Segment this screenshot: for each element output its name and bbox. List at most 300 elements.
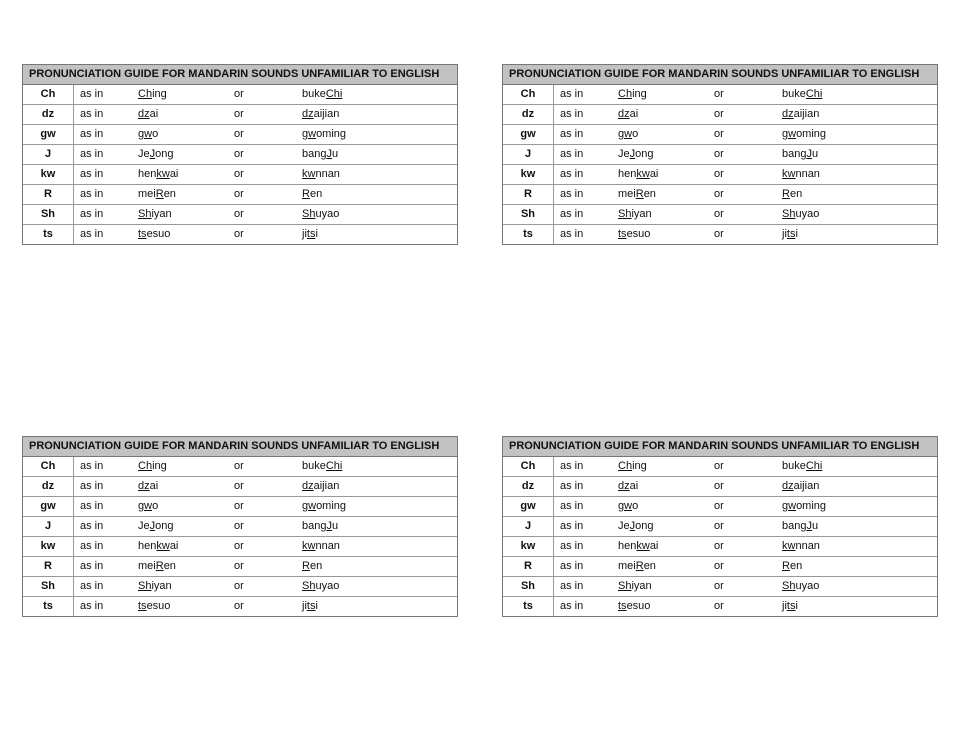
example-two [302, 517, 457, 536]
table-row [503, 125, 937, 145]
example-text: ai [629, 480, 639, 492]
sound-label: ts [23, 225, 74, 244]
example-text: mei [618, 560, 636, 572]
or-label: or [234, 148, 244, 160]
sound-label: R [503, 557, 554, 576]
or-label: or [714, 128, 724, 140]
example-two [302, 205, 457, 224]
highlighted-sound: kw [156, 540, 170, 552]
sound-label: gw [23, 497, 74, 516]
example-one [138, 145, 234, 164]
card-title: PRONUNCIATION GUIDE FOR MANDARIN SOUNDS UNFAMILIAR TO ENGLISH [23, 437, 457, 457]
example-one [618, 597, 714, 616]
example-text: buke [302, 88, 326, 100]
example-text: en [309, 560, 323, 572]
example-two [302, 85, 457, 104]
example-one [138, 577, 234, 596]
example-text: uyao [315, 580, 340, 592]
example-text: oming [796, 128, 827, 140]
example-text: ai [169, 168, 179, 180]
example-text: u [331, 520, 339, 532]
table-row [23, 577, 457, 597]
example-text: o [152, 128, 159, 140]
sound-label: J [23, 145, 74, 164]
example-text: iyan [151, 208, 172, 220]
example-one [618, 517, 714, 536]
example-text: oming [316, 128, 347, 140]
highlighted-sound: gw [138, 128, 153, 140]
example-one [618, 577, 714, 596]
sound-label: Sh [23, 205, 74, 224]
or-label: or [714, 108, 724, 120]
highlighted-sound: Sh [302, 580, 316, 592]
example-one [618, 497, 714, 516]
example-two [782, 125, 937, 144]
table-row [23, 145, 457, 165]
or-label: or [234, 88, 244, 100]
example-text: ai [649, 168, 659, 180]
example-text: aijian [313, 108, 340, 120]
table-row [503, 457, 937, 477]
or-label: or [714, 460, 724, 472]
highlighted-sound: ts [138, 228, 147, 240]
highlighted-sound: Sh [618, 580, 632, 592]
highlighted-sound: gw [302, 500, 317, 512]
example-two [302, 497, 457, 516]
example-text: iyan [631, 580, 652, 592]
sound-label: J [23, 517, 74, 536]
highlighted-sound: R [782, 560, 790, 572]
highlighted-sound: gw [618, 500, 633, 512]
table-row [23, 557, 457, 577]
example-text: bang [782, 520, 807, 532]
as-in-label: as in [80, 500, 104, 512]
highlighted-sound: gw [302, 128, 317, 140]
example-two [782, 205, 937, 224]
example-two [782, 225, 937, 244]
highlighted-sound: Sh [138, 208, 152, 220]
example-text: ong [635, 148, 654, 160]
sound-label: kw [23, 537, 74, 556]
example-two [782, 577, 937, 596]
example-text: en [309, 188, 323, 200]
as-in-label: as in [560, 560, 584, 572]
or-label: or [234, 208, 244, 220]
table-row [23, 185, 457, 205]
example-text: ing [632, 88, 647, 100]
table-row [23, 517, 457, 537]
or-label: or [714, 88, 724, 100]
sound-label: Sh [23, 577, 74, 596]
table-row [503, 225, 937, 244]
highlighted-sound: dz [618, 480, 630, 492]
example-two [782, 517, 937, 536]
or-label: or [714, 500, 724, 512]
example-text: i [795, 600, 798, 612]
as-in-label: as in [80, 108, 104, 120]
example-text: oming [796, 500, 827, 512]
example-two [302, 185, 457, 204]
example-text: ong [635, 520, 654, 532]
highlighted-sound: R [302, 560, 310, 572]
as-in-label: as in [80, 188, 104, 200]
example-two [302, 165, 457, 184]
highlighted-sound: R [155, 188, 164, 200]
highlighted-sound: J [629, 148, 636, 160]
example-text: buke [302, 460, 326, 472]
table-row [503, 105, 937, 125]
example-text: ong [155, 520, 174, 532]
highlighted-sound: Sh [138, 580, 152, 592]
highlighted-sound: ts [618, 228, 627, 240]
example-text: i [315, 600, 318, 612]
sound-label: ts [503, 597, 554, 616]
sound-label: J [503, 145, 554, 164]
example-text: Je [138, 148, 150, 160]
example-text: i [795, 228, 798, 240]
as-in-label: as in [80, 128, 104, 140]
example-text: ji [302, 600, 307, 612]
example-text: nnan [315, 540, 340, 552]
table-row [23, 85, 457, 105]
sound-label: gw [23, 125, 74, 144]
example-two [302, 597, 457, 616]
sound-label: Sh [503, 205, 554, 224]
highlighted-sound: ts [618, 600, 627, 612]
table-row [23, 457, 457, 477]
example-text: uyao [795, 580, 820, 592]
example-one [138, 597, 234, 616]
example-text: ai [629, 108, 639, 120]
or-label: or [714, 540, 724, 552]
example-text: hen [618, 540, 637, 552]
highlighted-sound: dz [618, 108, 630, 120]
example-two [782, 597, 937, 616]
example-text: iyan [631, 208, 652, 220]
as-in-label: as in [80, 480, 104, 492]
or-label: or [234, 580, 244, 592]
as-in-label: as in [560, 580, 584, 592]
example-text: uyao [315, 208, 340, 220]
example-text: en [643, 188, 656, 200]
highlighted-sound: Ch [138, 460, 153, 472]
example-text: buke [782, 88, 806, 100]
example-text: nnan [795, 540, 820, 552]
example-text: en [789, 188, 803, 200]
highlighted-sound: J [806, 520, 812, 532]
example-one [138, 457, 234, 476]
as-in-label: as in [80, 460, 104, 472]
example-two [302, 477, 457, 496]
example-text: esuo [626, 228, 651, 240]
example-two [302, 577, 457, 596]
highlighted-sound: Chi [805, 88, 823, 100]
example-one [618, 557, 714, 576]
table-row [503, 557, 937, 577]
highlighted-sound: Sh [618, 208, 632, 220]
as-in-label: as in [80, 228, 104, 240]
as-in-label: as in [80, 88, 104, 100]
example-text: oming [316, 500, 347, 512]
example-text: ai [169, 540, 179, 552]
or-label: or [234, 540, 244, 552]
example-text: ai [149, 108, 159, 120]
example-one [618, 205, 714, 224]
example-text: hen [618, 168, 637, 180]
example-text: buke [782, 460, 806, 472]
or-label: or [234, 228, 244, 240]
example-text: u [811, 520, 819, 532]
highlighted-sound: dz [302, 108, 314, 120]
as-in-label: as in [560, 228, 584, 240]
sound-label: R [23, 557, 74, 576]
highlighted-sound: gw [138, 500, 153, 512]
example-two [302, 145, 457, 164]
highlighted-sound: kw [636, 540, 650, 552]
or-label: or [234, 600, 244, 612]
highlighted-sound: dz [138, 108, 150, 120]
as-in-label: as in [560, 480, 584, 492]
pronunciation-card [22, 436, 458, 617]
or-label: or [714, 560, 724, 572]
example-one [138, 225, 234, 244]
example-text: ing [152, 88, 167, 100]
example-text: en [163, 560, 176, 572]
as-in-label: as in [560, 188, 584, 200]
example-text: uyao [795, 208, 820, 220]
highlighted-sound: dz [138, 480, 150, 492]
example-text: ai [649, 540, 659, 552]
as-in-label: as in [80, 580, 104, 592]
as-in-label: as in [80, 208, 104, 220]
table-row [503, 85, 937, 105]
or-label: or [234, 168, 244, 180]
example-two [782, 185, 937, 204]
example-two [302, 105, 457, 124]
or-label: or [714, 480, 724, 492]
or-label: or [234, 460, 244, 472]
sound-label: gw [503, 497, 554, 516]
highlighted-sound: J [149, 520, 156, 532]
example-text: o [632, 128, 639, 140]
example-one [138, 165, 234, 184]
example-one [618, 537, 714, 556]
pronunciation-card [502, 436, 938, 617]
example-text: ji [782, 228, 787, 240]
table-row [23, 597, 457, 616]
table-row [503, 165, 937, 185]
highlighted-sound: R [635, 560, 644, 572]
highlighted-sound: gw [618, 128, 633, 140]
table-row [23, 105, 457, 125]
table-row [503, 517, 937, 537]
example-text: hen [138, 540, 157, 552]
highlighted-sound: ts [786, 228, 796, 240]
table-row [23, 125, 457, 145]
example-one [618, 105, 714, 124]
sound-label: kw [503, 165, 554, 184]
table-row [23, 165, 457, 185]
example-text: Je [618, 520, 630, 532]
example-text: esuo [146, 228, 171, 240]
example-text: mei [618, 188, 636, 200]
or-label: or [714, 168, 724, 180]
sound-label: R [503, 185, 554, 204]
example-text: en [643, 560, 656, 572]
example-one [138, 537, 234, 556]
as-in-label: as in [80, 600, 104, 612]
example-text: o [152, 500, 159, 512]
or-label: or [714, 600, 724, 612]
example-one [138, 205, 234, 224]
example-two [302, 225, 457, 244]
highlighted-sound: kw [782, 168, 796, 180]
example-text: aijian [313, 480, 340, 492]
table-row [503, 205, 937, 225]
highlighted-sound: Chi [325, 88, 343, 100]
example-one [618, 125, 714, 144]
example-text: hen [138, 168, 157, 180]
example-text: esuo [146, 600, 171, 612]
table-row [503, 537, 937, 557]
as-in-label: as in [560, 208, 584, 220]
example-two [782, 165, 937, 184]
example-text: Je [618, 148, 630, 160]
sound-label: dz [23, 105, 74, 124]
sound-label: dz [503, 477, 554, 496]
example-text: ing [632, 460, 647, 472]
example-two [782, 85, 937, 104]
example-two [302, 125, 457, 144]
example-two [302, 457, 457, 476]
example-text: iyan [151, 580, 172, 592]
table-row [503, 497, 937, 517]
highlighted-sound: kw [302, 168, 316, 180]
highlighted-sound: kw [782, 540, 796, 552]
or-label: or [234, 108, 244, 120]
or-label: or [714, 148, 724, 160]
example-text: en [789, 560, 803, 572]
example-two [782, 105, 937, 124]
or-label: or [714, 228, 724, 240]
as-in-label: as in [560, 600, 584, 612]
example-one [618, 145, 714, 164]
or-label: or [234, 188, 244, 200]
highlighted-sound: J [326, 148, 332, 160]
example-text: ing [152, 460, 167, 472]
example-text: en [163, 188, 176, 200]
as-in-label: as in [560, 520, 584, 532]
sound-label: kw [23, 165, 74, 184]
example-one [138, 497, 234, 516]
example-one [138, 105, 234, 124]
example-text: ji [782, 600, 787, 612]
highlighted-sound: R [782, 188, 790, 200]
highlighted-sound: Sh [782, 580, 796, 592]
example-text: ong [155, 148, 174, 160]
example-text: nnan [315, 168, 340, 180]
highlighted-sound: dz [782, 480, 794, 492]
highlighted-sound: Ch [618, 460, 633, 472]
highlighted-sound: J [326, 520, 332, 532]
table-row [23, 225, 457, 244]
example-two [782, 537, 937, 556]
as-in-label: as in [560, 88, 584, 100]
or-label: or [714, 580, 724, 592]
example-one [618, 225, 714, 244]
sound-label: Ch [23, 457, 74, 476]
as-in-label: as in [80, 540, 104, 552]
table-row [503, 185, 937, 205]
highlighted-sound: dz [782, 108, 794, 120]
example-two [302, 557, 457, 576]
example-text: bang [302, 148, 327, 160]
example-one [618, 85, 714, 104]
highlighted-sound: ts [306, 228, 316, 240]
card-title: PRONUNCIATION GUIDE FOR MANDARIN SOUNDS UNFAMILIAR TO ENGLISH [503, 437, 937, 457]
example-text: u [331, 148, 339, 160]
example-one [618, 185, 714, 204]
highlighted-sound: kw [302, 540, 316, 552]
table-row [23, 497, 457, 517]
sound-label: Sh [503, 577, 554, 596]
pronunciation-card [22, 64, 458, 245]
example-one [618, 165, 714, 184]
highlighted-sound: R [635, 188, 644, 200]
example-text: i [315, 228, 318, 240]
or-label: or [714, 520, 724, 532]
as-in-label: as in [80, 520, 104, 532]
table-row [23, 205, 457, 225]
example-two [782, 557, 937, 576]
as-in-label: as in [80, 148, 104, 160]
example-two [782, 145, 937, 164]
table-row [503, 597, 937, 616]
highlighted-sound: Sh [782, 208, 796, 220]
or-label: or [234, 560, 244, 572]
highlighted-sound: Ch [138, 88, 153, 100]
example-two [782, 497, 937, 516]
example-one [138, 85, 234, 104]
table-row [503, 145, 937, 165]
example-text: o [632, 500, 639, 512]
or-label: or [234, 480, 244, 492]
sound-label: Ch [503, 457, 554, 476]
example-text: bang [302, 520, 327, 532]
example-text: u [811, 148, 819, 160]
highlighted-sound: Chi [325, 460, 343, 472]
example-text: esuo [626, 600, 651, 612]
as-in-label: as in [560, 500, 584, 512]
example-two [782, 477, 937, 496]
highlighted-sound: ts [138, 600, 147, 612]
example-text: ai [149, 480, 159, 492]
highlighted-sound: J [629, 520, 636, 532]
example-one [138, 517, 234, 536]
highlighted-sound: kw [156, 168, 170, 180]
table-row [503, 477, 937, 497]
highlighted-sound: ts [306, 600, 316, 612]
or-label: or [234, 520, 244, 532]
sound-label: dz [23, 477, 74, 496]
sound-label: kw [503, 537, 554, 556]
or-label: or [234, 128, 244, 140]
highlighted-sound: Ch [618, 88, 633, 100]
example-text: aijian [793, 108, 820, 120]
highlighted-sound: dz [302, 480, 314, 492]
example-two [782, 457, 937, 476]
sound-label: R [23, 185, 74, 204]
